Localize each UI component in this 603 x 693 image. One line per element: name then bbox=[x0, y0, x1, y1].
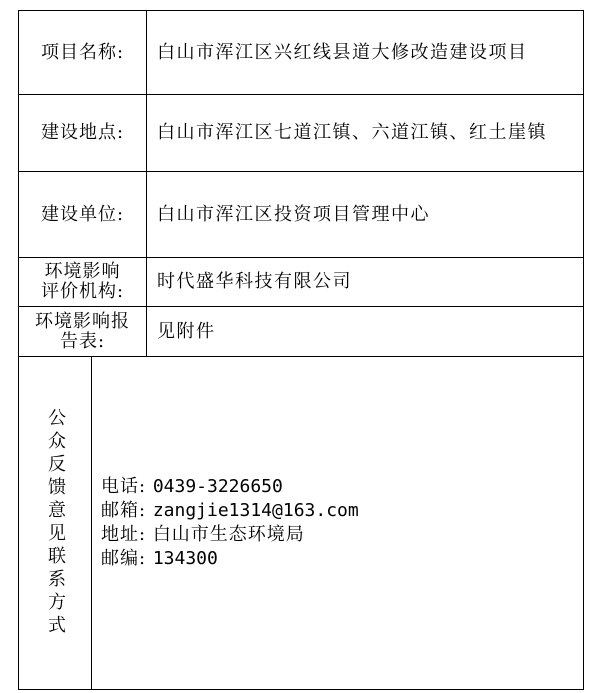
contact-block bbox=[101, 475, 359, 571]
table-row bbox=[18, 94, 584, 171]
eia-report-label-line2: 告表: bbox=[59, 330, 106, 352]
info-table bbox=[18, 10, 584, 690]
email-value[interactable]: zangjie1314@163.com bbox=[152, 500, 359, 521]
address-value: 白山市生态环境局 bbox=[152, 524, 305, 545]
feedback-row bbox=[18, 356, 584, 690]
address-line bbox=[101, 523, 359, 547]
table-row bbox=[18, 10, 584, 94]
feedback-contact-label-text: 公众反馈意见联系方式 bbox=[45, 408, 66, 638]
table-row bbox=[18, 171, 584, 257]
email-line bbox=[101, 499, 359, 523]
project-name-label: 项目名称: bbox=[19, 11, 147, 94]
postcode-line bbox=[101, 547, 359, 571]
builder-value: 白山市浑江区投资项目管理中心 bbox=[157, 203, 430, 225]
email-label: 邮箱: bbox=[101, 500, 147, 521]
eia-agency-label-line2: 评价机构: bbox=[40, 281, 125, 302]
phone-line bbox=[101, 475, 359, 499]
eia-report-value: 见附件 bbox=[157, 320, 216, 342]
phone-label: 电话: bbox=[101, 476, 147, 497]
location-value: 白山市浑江区七道江镇、六道江镇、红土崖镇 bbox=[157, 122, 547, 143]
postcode-label: 邮编: bbox=[101, 548, 147, 569]
phone-value: 0439-3226650 bbox=[152, 476, 283, 497]
feedback-contact-label bbox=[19, 357, 92, 689]
eia-agency-label-line1: 环境影响 bbox=[44, 261, 121, 282]
project-name-value: 白山市浑江区兴红线县道大修改造建设项目 bbox=[157, 41, 528, 63]
table-row bbox=[18, 306, 584, 356]
location-label: 建设地点: bbox=[19, 95, 147, 171]
builder-label: 建设单位: bbox=[19, 172, 147, 257]
eia-report-label bbox=[19, 307, 147, 356]
eia-agency-value: 时代盛华科技有限公司 bbox=[157, 271, 352, 292]
eia-report-label-line1: 环境影响报 bbox=[35, 310, 130, 332]
table-row bbox=[18, 257, 584, 306]
eia-agency-label bbox=[19, 258, 147, 306]
address-label: 地址: bbox=[101, 524, 147, 545]
postcode-value: 134300 bbox=[152, 548, 218, 569]
